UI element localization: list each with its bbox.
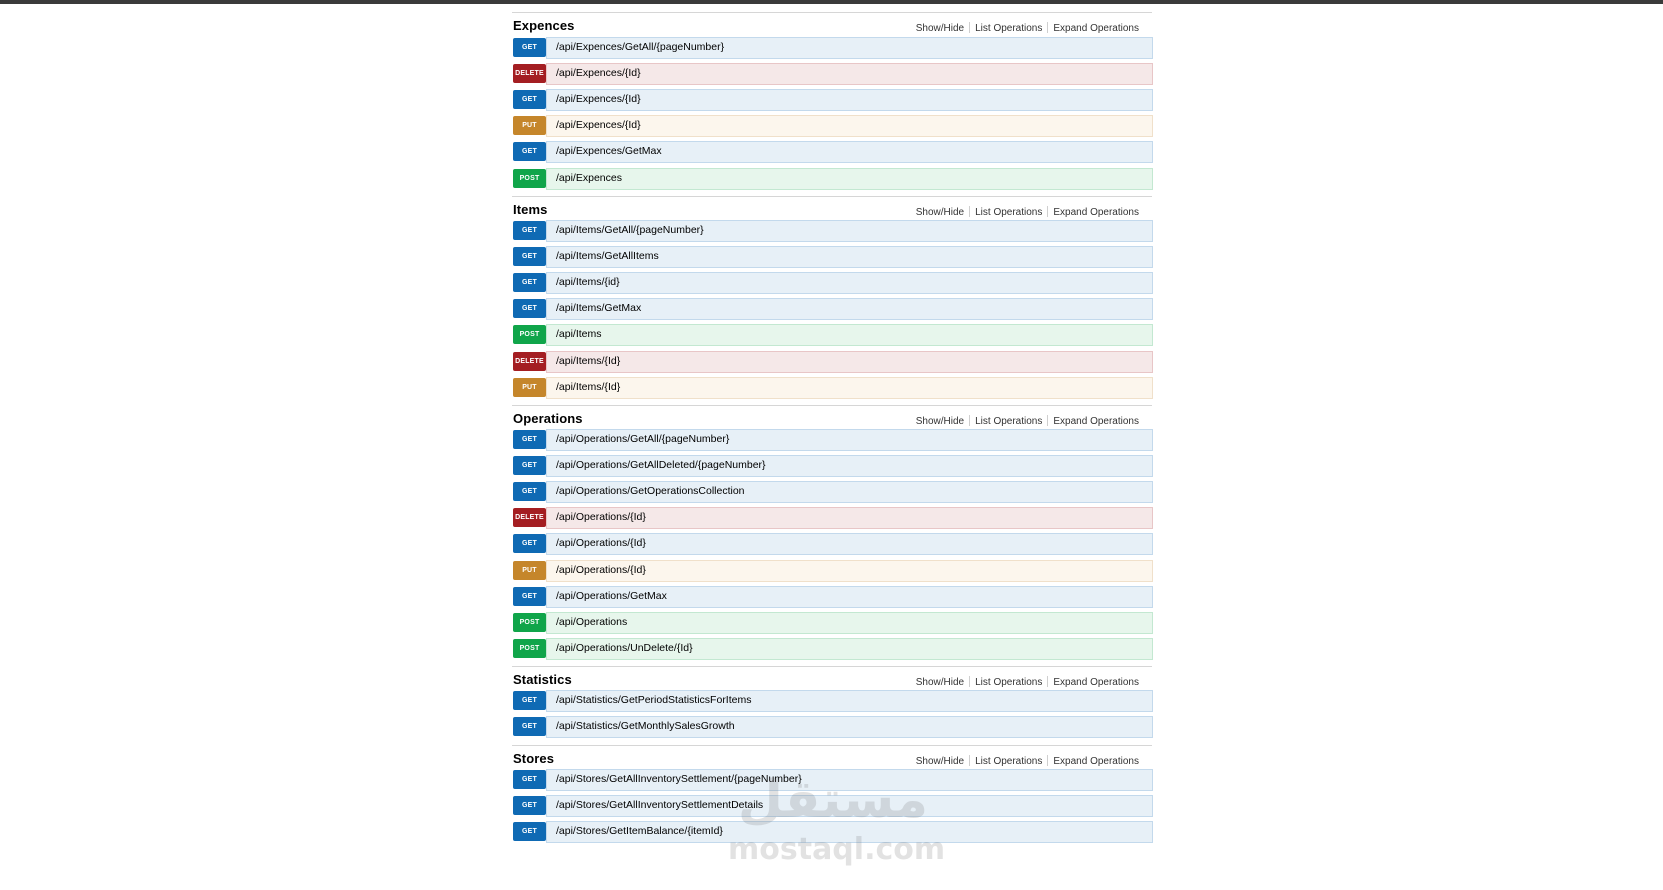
operation-path[interactable]: /api/Operations (556, 615, 628, 628)
http-method-badge[interactable]: GET (513, 717, 546, 736)
resource-title[interactable]: Expences (513, 18, 575, 33)
http-method-badge[interactable]: PUT (513, 116, 546, 135)
top-bar (0, 0, 1663, 4)
expand-operations-link[interactable]: Expand Operations (1053, 207, 1139, 218)
resource-options (911, 755, 1144, 767)
http-method-badge[interactable]: POST (513, 613, 546, 632)
operation-get[interactable] (512, 245, 1152, 267)
show-hide-link[interactable]: Show/Hide (915, 677, 965, 688)
http-method-badge[interactable]: GET (513, 38, 546, 57)
resource-title[interactable]: Stores (513, 751, 555, 766)
resource-expences (512, 12, 1152, 34)
operation-path[interactable]: /api/Expences/{Id} (556, 93, 641, 106)
http-method-badge[interactable]: POST (513, 169, 546, 188)
resource-title[interactable]: Statistics (513, 672, 572, 687)
operation-path[interactable]: /api/Operations/GetAllDeleted/{pageNumber} (556, 459, 766, 472)
operation-path[interactable]: /api/Operations/{Id} (556, 537, 646, 550)
operation-path-bar[interactable] (546, 821, 1153, 843)
operation-path-bar[interactable] (546, 298, 1153, 320)
operation-path[interactable]: /api/Statistics/GetMonthlySalesGrowth (556, 720, 735, 733)
operation-path-bar[interactable] (546, 769, 1153, 791)
resource-operations (512, 405, 1152, 427)
http-method-badge[interactable]: PUT (513, 561, 546, 580)
watermark-latin-text: mostaql.com (728, 832, 946, 867)
operation-get[interactable] (512, 140, 1152, 162)
operation-path-bar[interactable] (546, 612, 1153, 634)
operation-path-bar[interactable] (546, 168, 1153, 190)
operation-get[interactable] (512, 454, 1152, 476)
resource-statistics (512, 666, 1152, 688)
http-method-badge[interactable]: PUT (513, 378, 546, 397)
operation-post[interactable] (512, 637, 1152, 659)
operation-path[interactable]: /api/Operations/{Id} (556, 563, 646, 576)
resource-options (911, 676, 1144, 688)
operation-path[interactable]: /api/Operations/GetOperationsCollection (556, 485, 745, 498)
http-method-badge[interactable]: GET (513, 691, 546, 710)
operation-path[interactable]: /api/Statistics/GetPeriodStatisticsForItems (556, 694, 752, 706)
operation-path[interactable]: /api/Expences (556, 171, 622, 184)
operation-path-bar[interactable] (546, 586, 1153, 608)
operation-path[interactable]: /api/Items/{Id} (556, 380, 621, 393)
operation-path[interactable]: /api/Operations/UnDelete/{Id} (556, 641, 693, 654)
http-method-badge[interactable]: GET (513, 534, 546, 553)
operation-path[interactable]: /api/Items/GetAll/{pageNumber} (556, 224, 704, 236)
http-method-badge[interactable]: GET (513, 482, 546, 501)
operation-path[interactable]: /api/Stores/GetAllInventorySettlement/{pageNumber} (556, 773, 802, 785)
operation-get[interactable] (512, 88, 1152, 110)
operation-get[interactable] (512, 428, 1152, 450)
operation-path-bar[interactable] (546, 115, 1153, 137)
operation-path[interactable]: /api/Items (556, 328, 602, 341)
http-method-badge[interactable]: GET (513, 430, 546, 449)
operation-get[interactable] (512, 794, 1152, 816)
http-method-badge[interactable]: POST (513, 639, 546, 658)
operation-get[interactable] (512, 36, 1152, 58)
operation-delete[interactable] (512, 506, 1152, 528)
operation-path-bar[interactable] (546, 324, 1153, 346)
http-method-badge[interactable]: GET (513, 456, 546, 475)
operation-path[interactable]: /api/Expences/GetAll/{pageNumber} (556, 41, 725, 53)
show-hide-link[interactable]: Show/Hide (915, 756, 965, 767)
list-operations-link[interactable]: List Operations (975, 207, 1043, 218)
operation-get[interactable] (512, 715, 1152, 737)
http-method-badge[interactable]: POST (513, 325, 546, 344)
operation-delete[interactable] (512, 350, 1152, 372)
operation-get[interactable] (512, 768, 1152, 790)
operation-path-bar[interactable] (546, 533, 1153, 555)
expand-operations-link[interactable]: Expand Operations (1053, 756, 1139, 767)
operation-path[interactable]: /api/Stores/GetAllInventorySettlementDetails (556, 799, 764, 812)
http-method-badge[interactable]: GET (513, 273, 546, 292)
show-hide-link[interactable]: Show/Hide (915, 207, 965, 218)
expand-operations-link[interactable]: Expand Operations (1053, 677, 1139, 688)
http-method-badge[interactable]: GET (513, 221, 546, 240)
operation-post[interactable] (512, 167, 1152, 189)
operation-path-bar[interactable] (546, 455, 1153, 477)
resource-options (911, 206, 1144, 218)
operation-path-bar[interactable] (546, 481, 1153, 503)
http-method-badge[interactable]: GET (513, 90, 546, 109)
resource-title[interactable]: Operations (513, 411, 583, 426)
operation-delete[interactable] (512, 62, 1152, 84)
operation-path[interactable]: /api/Stores/GetItemBalance/{itemId} (556, 825, 723, 838)
operation-path-bar[interactable] (546, 507, 1153, 529)
operation-path-bar[interactable] (546, 246, 1153, 268)
resource-header (512, 12, 1152, 39)
operation-path[interactable]: /api/Expences/{Id} (556, 67, 641, 80)
operation-put[interactable] (512, 559, 1152, 581)
operation-path-bar[interactable] (546, 141, 1153, 163)
show-hide-link[interactable]: Show/Hide (915, 416, 965, 427)
http-method-badge[interactable]: GET (513, 142, 546, 161)
operation-get[interactable] (512, 219, 1152, 241)
http-method-badge[interactable]: GET (513, 299, 546, 318)
operation-post[interactable] (512, 323, 1152, 345)
expand-operations-link[interactable]: Expand Operations (1053, 416, 1139, 427)
operation-get[interactable] (512, 689, 1152, 711)
operation-get[interactable] (512, 532, 1152, 554)
operation-path[interactable]: /api/Items/{id} (556, 276, 620, 289)
operation-path[interactable]: /api/Items/GetMax (556, 302, 642, 315)
operation-post[interactable] (512, 611, 1152, 633)
resource-title[interactable]: Items (513, 202, 548, 217)
operation-path[interactable]: /api/Items/GetAllItems (556, 250, 659, 263)
resource-items (512, 196, 1152, 218)
operation-path-bar[interactable] (546, 63, 1153, 85)
list-operations-link[interactable]: List Operations (975, 756, 1043, 767)
list-operations-link[interactable]: List Operations (975, 677, 1043, 688)
operation-path[interactable]: /api/Operations/{Id} (556, 511, 646, 524)
operation-get[interactable] (512, 820, 1152, 842)
http-method-badge[interactable]: GET (513, 247, 546, 266)
operation-path-bar[interactable] (546, 716, 1153, 738)
http-method-badge[interactable]: DELETE (513, 352, 546, 371)
resource-options (911, 415, 1144, 427)
operation-path-bar[interactable] (546, 220, 1153, 242)
operation-path-bar[interactable] (546, 429, 1153, 451)
http-method-badge[interactable]: GET (513, 587, 546, 606)
http-method-badge[interactable]: GET (513, 796, 546, 815)
operation-get[interactable] (512, 297, 1152, 319)
list-operations-link[interactable]: List Operations (975, 23, 1043, 34)
operation-path[interactable]: /api/Items/{Id} (556, 354, 621, 367)
list-operations-link[interactable]: List Operations (975, 416, 1043, 427)
http-method-badge[interactable]: GET (513, 822, 546, 841)
http-method-badge[interactable]: DELETE (513, 508, 546, 527)
operation-path-bar[interactable] (546, 89, 1153, 111)
resource-options (911, 22, 1144, 34)
resource-stores (512, 745, 1152, 767)
operation-get[interactable] (512, 585, 1152, 607)
operation-path[interactable]: /api/Operations/GetMax (556, 589, 667, 602)
operation-path-bar[interactable] (546, 37, 1153, 59)
http-method-badge[interactable]: DELETE (513, 64, 546, 83)
operation-path-bar[interactable] (546, 272, 1153, 294)
operation-put[interactable] (512, 114, 1152, 136)
operation-path[interactable]: /api/Operations/GetAll/{pageNumber} (556, 433, 730, 445)
operation-path-bar[interactable] (546, 377, 1153, 399)
operation-path-bar[interactable] (546, 795, 1153, 817)
operation-get[interactable] (512, 480, 1152, 502)
operation-path-bar[interactable] (546, 690, 1153, 712)
operation-path[interactable]: /api/Expences/{Id} (556, 119, 641, 132)
operation-get[interactable] (512, 271, 1152, 293)
expand-operations-link[interactable]: Expand Operations (1053, 23, 1139, 34)
operation-path[interactable]: /api/Expences/GetMax (556, 145, 662, 158)
operation-path-bar[interactable] (546, 560, 1153, 582)
operation-put[interactable] (512, 376, 1152, 398)
operation-path-bar[interactable] (546, 351, 1153, 373)
operation-path-bar[interactable] (546, 638, 1153, 660)
show-hide-link[interactable]: Show/Hide (915, 23, 965, 34)
http-method-badge[interactable]: GET (513, 770, 546, 789)
